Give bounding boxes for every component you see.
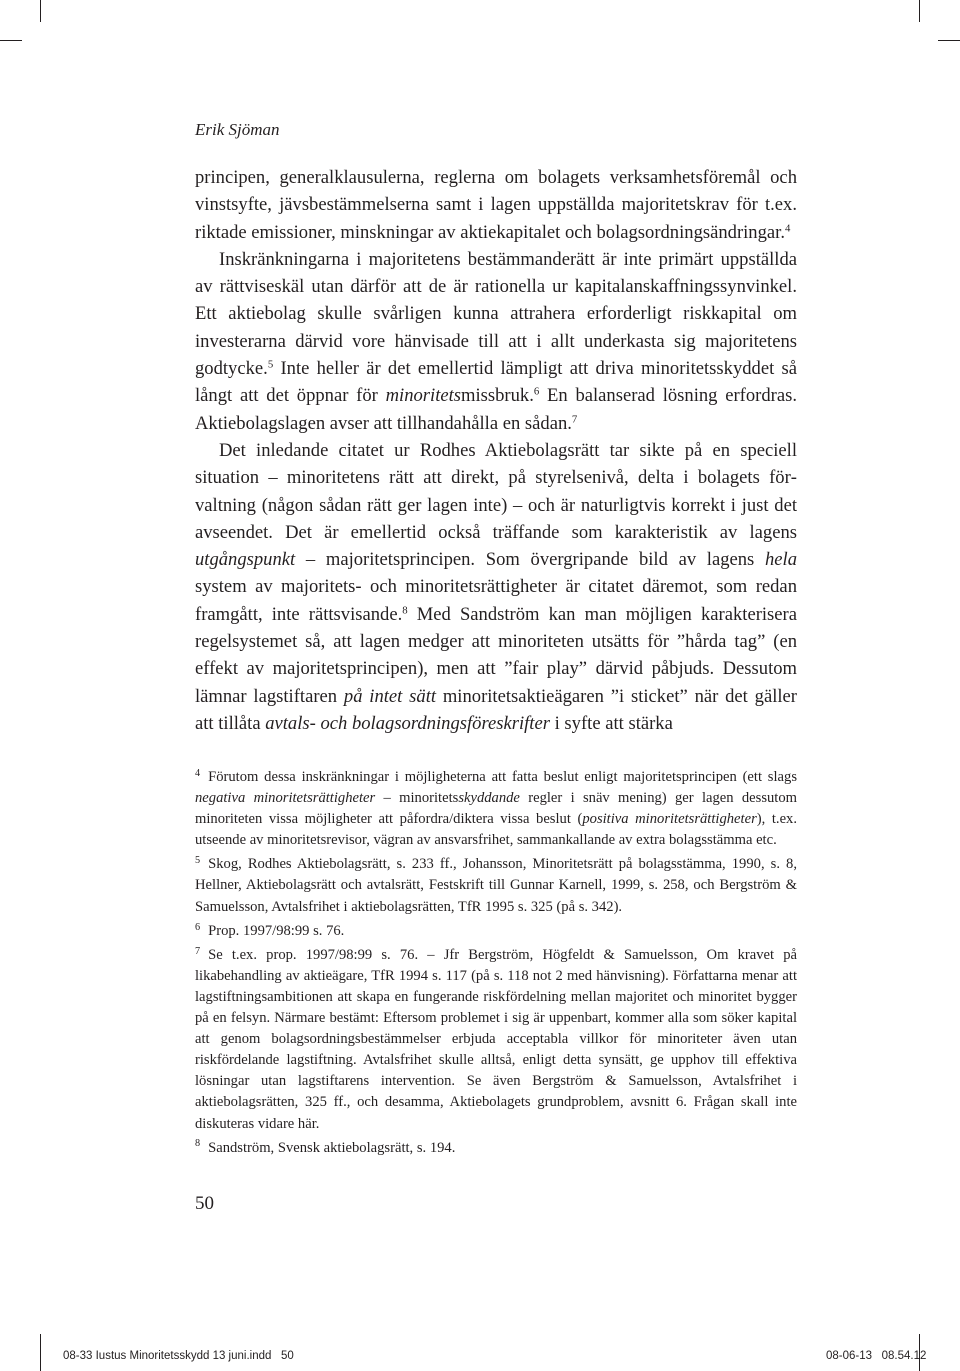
page-number: 50: [195, 1193, 214, 1214]
footnote-ref-5: 5: [267, 358, 274, 371]
footnote-6: $^6$ Prop. 1997/98:99 s. 76.: [195, 921, 345, 939]
footnotes: [195, 767, 797, 1162]
footnote-8: $^8$ Sandström, Svensk aktiebolagsrätt, s. 194.: [195, 1138, 456, 1156]
footnote-ref-4: 4: [784, 221, 791, 234]
paragraph-2: Inskränkningarna i majoritetens bestämmanderätt är inte primärt uppställda av rättviseskäl utan därför att de är rationella ur kapitalanskaffningssynvinkel. Ett aktiebolag skulle svårligen kunna attrahera erforderligt riskkapital om investerarna därvid vore hänvisade till att i allt underkasta sig majoritetens godtycke.$^5$ Inte heller är det emellertid lämpligt att driva minoritetsskyddet så långt att det öppnar för minoritetsmissbruk.$^6$ En balanserad lösning erfordras. Aktiebolagslagen avser att tillhandahålla en sådan.$^7$: [195, 248, 797, 434]
print-slug-filename: 08-33 Iustus Minoritetsskydd 13 juni.indd 50: [63, 1350, 294, 1362]
body-text: [195, 164, 797, 737]
footnote-ref-6: 6: [533, 385, 540, 398]
footnote-4: $^4$ Förutom dessa inskränkningar i möjligheterna att fatta beslut enligt majoritetsprincipen (ett slags negativa minoritetsrättigheter – minoritetsskyddande regler i snäv mening) ger lagen dessutom minoriteten vissa möjligheter att påfordra/diktera vissa beslut (positiva minoritetsrättigheter), t.ex. utseende av minoritetsrevisor, vägran av ansvarsfrihet, sammankallande av extra bolagsstämma etc.: [195, 767, 797, 849]
paragraph-3: Det inledande citatet ur Rodhes Aktiebolagsrätt tar sikte på en speciell situation – minoritetens rätt att direkt, på styrelsenivå, delta i bolagets förvaltning (någon sådan rätt ger lagen inte) – och är naturligtvis korrekt i just det avseendet. Det är emellertid också träffande som karakteristik av lagens utgångspunkt – majoritetsprincipen. Som övergripande bild av lagens hela system av majoritets- och minoritetsrättigheter är citatet däremot, som redan framgått, inte rättsvisande.$^8$ Med Sandström kan man möjligen karakterisera regelsystemet så, att lagen medger att minoriteten utsätts för ”hårda tag” (en effekt av majoritetsprincipen), men att ”fair play” därvid påbjuds. Dessutom lämnar lagstiftaren på intet sätt minoritetsaktieägaren ”i sticket” när det gäller att tillåta avtals- och bolagsordningsföreskrifter i syfte att stärka: [195, 439, 797, 734]
running-header-author: Erik Sjöman: [195, 120, 280, 139]
print-slug-timestamp: 08-06-13 08.54.12: [826, 1350, 927, 1362]
crop-mark-top-right: [919, 0, 920, 22]
crop-mark-top-right-h: [938, 40, 960, 41]
footnote-ref-8: 8: [402, 604, 408, 617]
crop-mark-top-left: [40, 0, 41, 22]
footnote-7: $^7$ Se t.ex. prop. 1997/98:99 s. 76. – Jfr Bergström, Högfeldt & Samuelsson, Om kravet på likabehandling av aktieägare, TfR 1994 s. 117 (på s. 118 not 2 med hänvisning). Författarna menar att lagstiftningsambitionen att skapa en fungerande riskfördelning mellan majoritet och minoritet bygger på en felsyn. Närmare bestämt: Eftersom problemet i sig är uppenbart, kommer alla som söker kapital att genom bolagsordningsbestämmelser erbjuda acceptabla villkor för minoriteter även utan riskfördelande lagstiftning. Avtalsfrihet skulle alltså, enligt detta synsätt, ge upphov till effektiva lösningar utan lagstiftarens intervention. Se även Bergström & Samuelsson, Avtalsfrihet i aktiebolagsrätten, 325 ff., och desamma, Aktiebolagets grundproblem, avsnitt 6. Frågan skall inte diskuteras vidare här.: [195, 945, 797, 1132]
paragraph-1: principen, generalklausulerna, reglerna om bolagets verksamhetsföremål och vinstsyfte, jävsbestämmelserna samt i lagen uppställda majoritetskrav för t.ex. riktade emissioner, minskningar av aktiekapitalet och bolagsordningsändringar.$^4$: [195, 167, 797, 243]
crop-mark-bottom-left: [40, 1334, 41, 1371]
crop-mark-top-left-h: [0, 40, 22, 41]
footnote-5: $^5$ Skog, Rodhes Aktiebolagsrätt, s. 233 ff., Johansson, Minoritetsrätt på bolagsstämma, 1990, s. 8, Hellner, Aktiebolagsrätt och avtalsrätt, Festskrift till Gunnar Karnell, 1999, s. 258, och Bergström & Samuelsson, Avtalsfrihet i aktiebolagsrätten, TfR 1995 s. 325 (på s. 342).: [195, 855, 797, 915]
footnote-ref-7: 7: [571, 412, 578, 425]
